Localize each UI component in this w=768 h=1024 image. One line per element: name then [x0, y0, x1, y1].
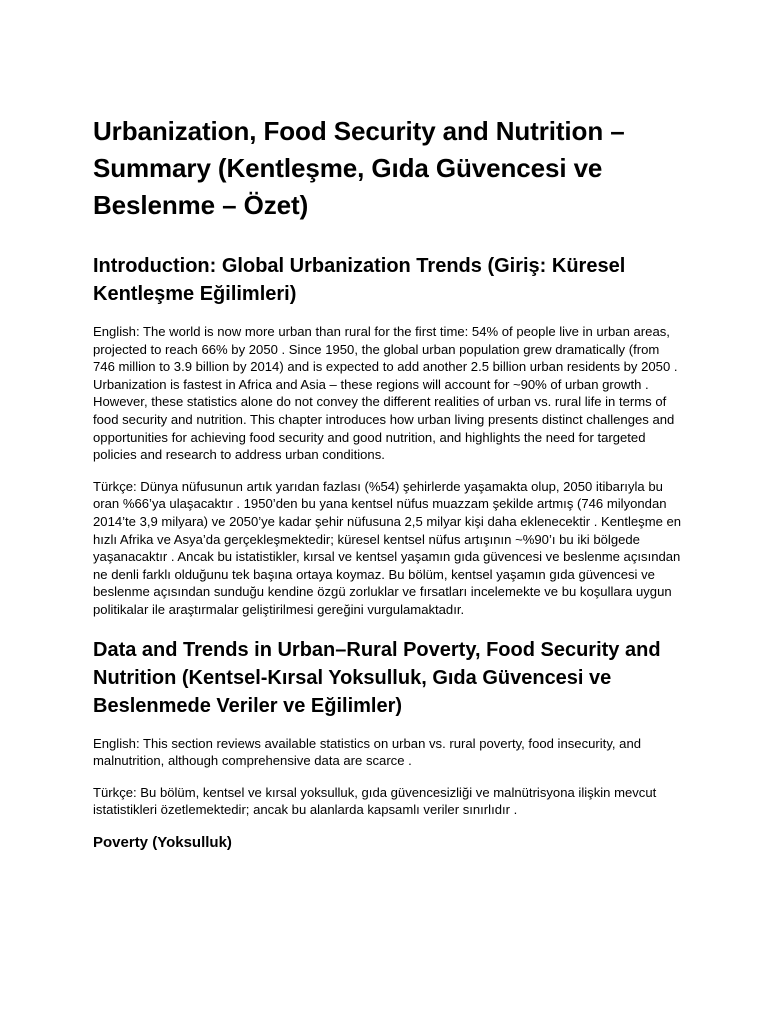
subheading-poverty: Poverty (Yoksulluk)	[93, 833, 232, 851]
paragraph-data-trends-turkish: Türkçe: Bu bölüm, kentsel ve kırsal yoksulluk, gıda güvencesizliği ve malnütrisyona ilişkin mevcut istatistikleri özetlemektedir; ancak bu alanlarda kapsamlı veriler sınırlıdır .	[93, 784, 657, 818]
document-title: Urbanization, Food Security and Nutrition – Summary (Kentleşme, Gıda Güvencesi ve Beslenme – Özet)	[93, 116, 625, 220]
paragraph-introduction-turkish: Türkçe: Dünya nüfusunun artık yarıdan fazlası (%54) şehirlerde yaşamakta olup, 2050 itibarıyla bu oran %66’ya ulaşacaktır . 1950’den bu yana kentsel nüfus muazzam şekilde artmış (746 milyondan 2014’te 3,9 milyara) ve 2050’ye kadar şehir nüfusuna 2,5 milyar kişi daha eklenecektir . Kentleşme en hızlı Afrika ve Asya’da gerçekleşmektedir; küresel kentsel nüfus artışının ~%90’ı bu iki bölgede yaşanacaktır . Ancak bu istatistikler, kırsal ve kentsel yaşamın gıda güvencesi ve beslenme açısından ne denli farklı olduğunu tek başına ortaya koymaz. Bu bölüm, kentsel yaşamın gıda güvencesi ve beslenme açısından sunduğu kendine özgü zorluklar ve fırsatları incelemekte ve bu koşullara uygun politikalar ile araştırmalar geliştirilmesi gereğini vurgulamaktadır.	[93, 478, 682, 617]
section-heading-data-trends: Data and Trends in Urban–Rural Poverty, Food Security and Nutrition (Kentsel-Kırsal Yoksulluk, Gıda Güvencesi ve Beslenmede Veriler ve Eğilimler)	[93, 638, 661, 717]
document-page	[93, 113, 683, 853]
paragraph-introduction-english: English: The world is now more urban than rural for the first time: 54% of people live in urban areas, projected to reach 66% by 2050 . Since 1950, the global urban population grew dramatically (from 746 million to 3.9 billion by 2014) and is expected to add another 2.5 billion urban residents by 2050 . Urbanization is fastest in Africa and Asia – these regions will account for ~90% of urban growth . However, these statistics alone do not convey the different realities of urban vs. rural life in terms of food security and nutrition. This chapter introduces how urban living presents distinct challenges and opportunities for achieving food security and good nutrition, and highlights the need for targeted policies and research to address urban conditions.	[93, 324, 678, 463]
paragraph-data-trends-english: English: This section reviews available statistics on urban vs. rural poverty, food insecurity, and malnutrition, although comprehensive data are scarce .	[93, 735, 642, 769]
section-heading-introduction: Introduction: Global Urbanization Trends (Giriş: Küresel Kentleşme Eğilimleri)	[93, 255, 626, 305]
